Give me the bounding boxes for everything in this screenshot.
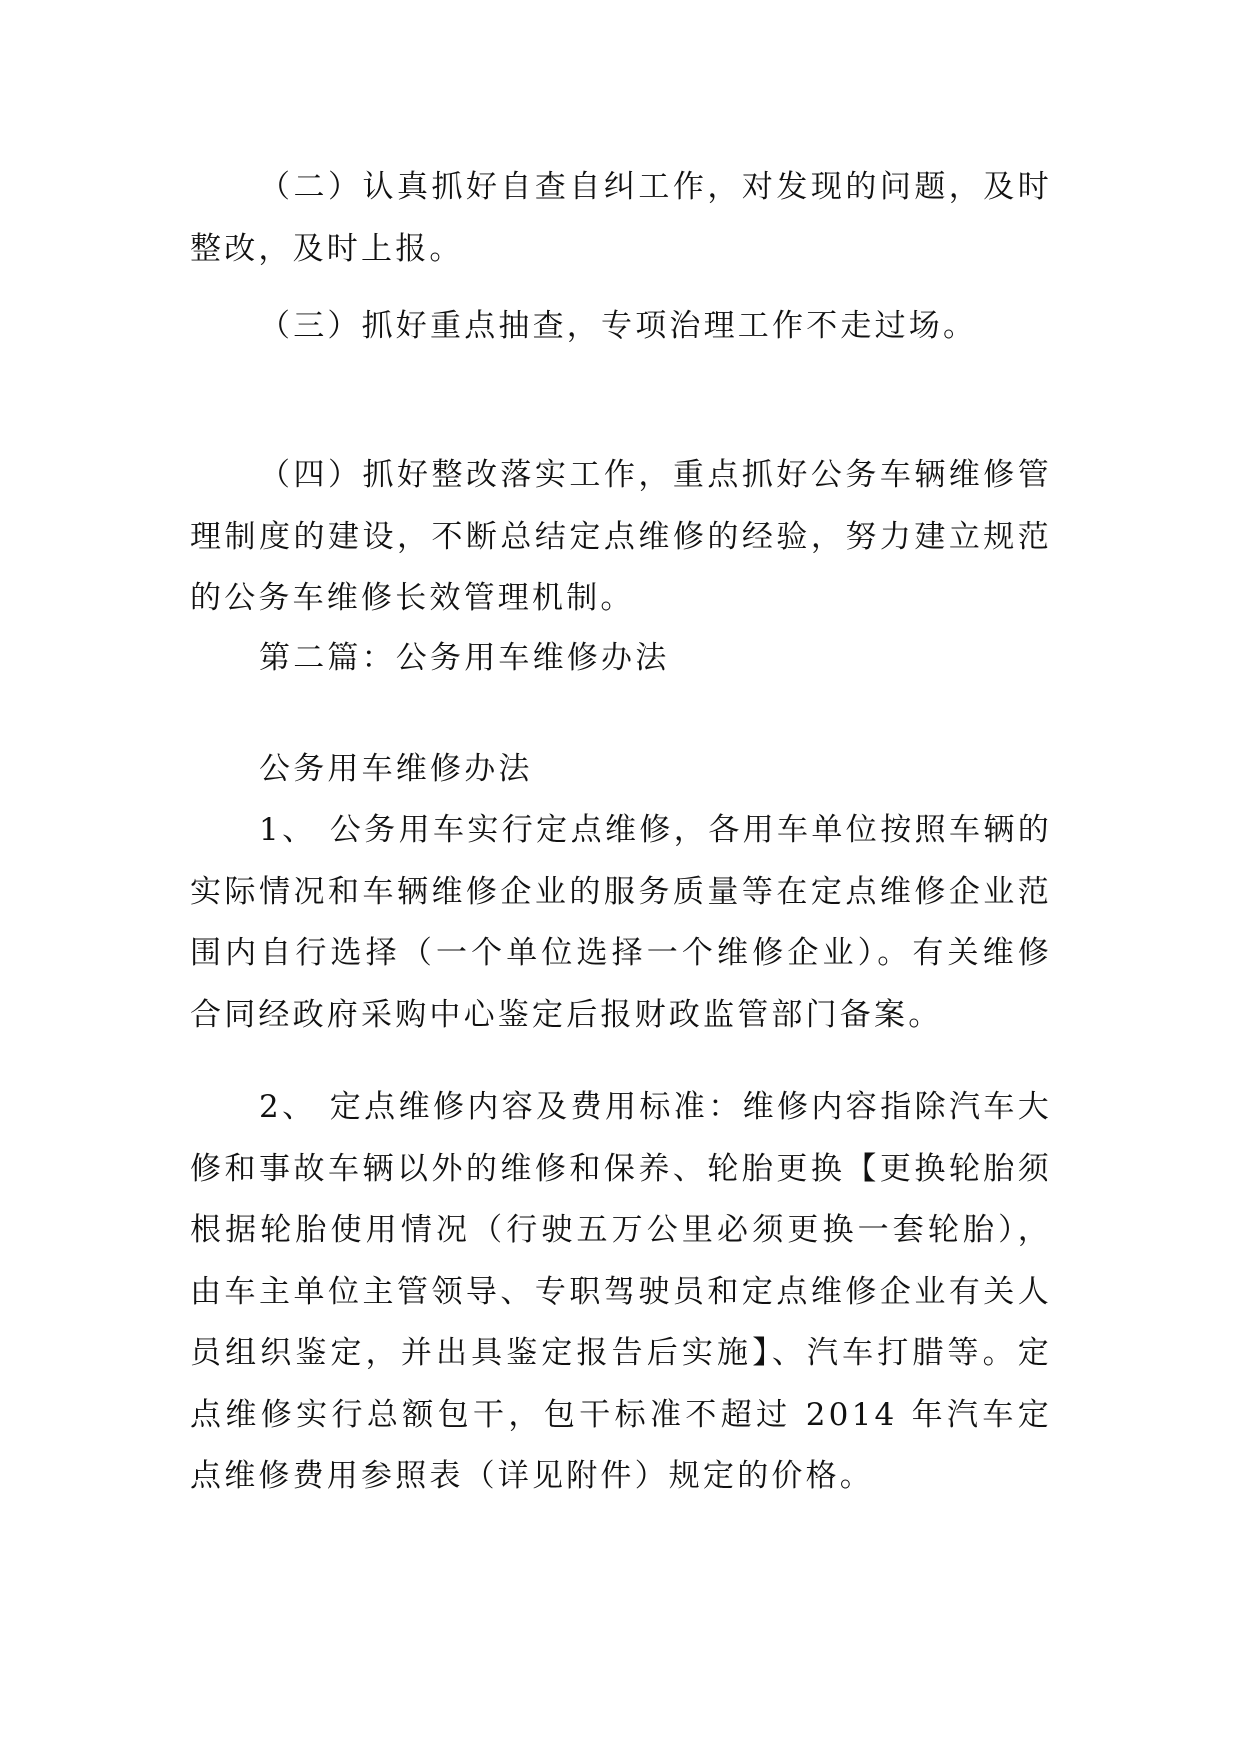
paragraph-spot-check: （三）抓好重点抽查，专项治理工作不走过场。 <box>259 308 978 344</box>
paragraph-rectification: （四）抓好整改落实工作，重点抓好公务车辆维修管理制度的建设，不断总结定点维修的经验，努力建立规范的公务车维修长效管理机制。 <box>190 457 1052 616</box>
document-title: 公务用车维修办法 <box>259 751 533 787</box>
article-1: 1、 公务用车实行定点维修，各用车单位按照车辆的实际情况和车辆维修企业的服务质量等在定点维修企业范围内自行选择（一个单位选择一个维修企业）。有关维修合同经政府采购中心鉴定后报财政监管部门备案。 <box>190 812 1052 1033</box>
paragraph-self-inspection: （二）认真抓好自查自纠工作，对发现的问题，及时整改，及时上报。 <box>190 169 1052 267</box>
article-2: 2、 定点维修内容及费用标准：维修内容指除汽车大修和事故车辆以外的维修和保养、轮胎更换【更换轮胎须根据轮胎使用情况（行驶五万公里必须更换一套轮胎），由车主单位主管领导、专职驾驶员和定点维修企业有关人员组织鉴定，并出具鉴定报告后实施】、汽车打腊等。定点维修实行总额包干，包干标准不超过 2014 年汽车定点维修费用参照表（详见附件）规定的价格。 <box>190 1089 1052 1494</box>
section-heading: 第二篇：公务用车维修办法 <box>259 640 670 676</box>
